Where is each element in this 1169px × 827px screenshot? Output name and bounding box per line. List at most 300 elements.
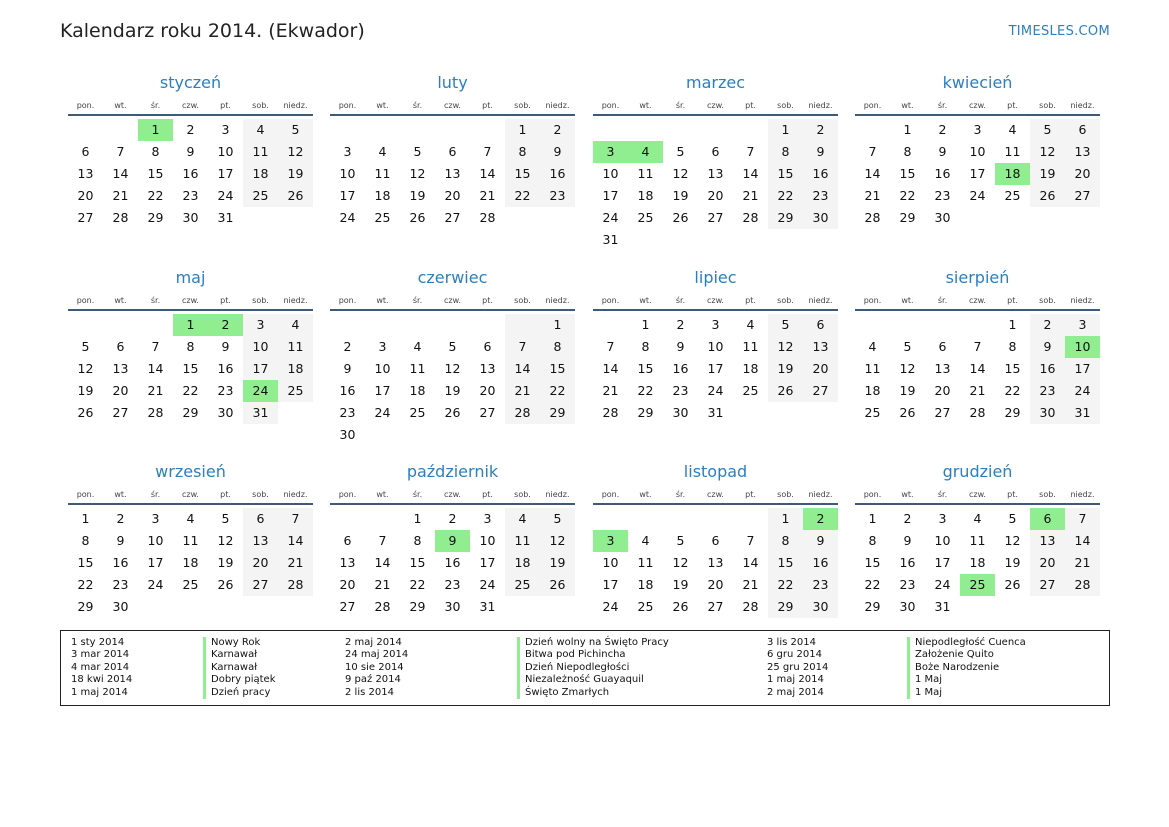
day-cell: 17	[969, 166, 986, 181]
day-cell: 25	[505, 574, 540, 596]
day-cell: 17	[217, 166, 234, 181]
day-cell: 22	[182, 383, 199, 398]
weekday-label: śr.	[675, 100, 686, 110]
holiday-day: 18	[995, 163, 1030, 185]
weekday-label: czw.	[969, 295, 986, 305]
day-cell: 17	[479, 555, 496, 570]
weekday-label: śr.	[412, 489, 423, 499]
day-cell: 31	[243, 402, 278, 424]
day-cell: 13	[339, 555, 356, 570]
day-cell: 18	[243, 163, 278, 185]
day-cell: 10	[934, 533, 951, 548]
day-cell: 4	[243, 119, 278, 141]
weekday-header	[68, 96, 313, 116]
day-cell: 8	[641, 339, 650, 354]
weekday-header	[855, 96, 1100, 116]
weekday-label: sob.	[777, 489, 794, 499]
day-cell: 10	[147, 533, 164, 548]
day-grid	[330, 314, 575, 446]
day-cell: 7	[378, 533, 387, 548]
day-cell: 29	[77, 599, 94, 614]
day-cell: 28	[742, 210, 759, 225]
weekday-label: pon.	[601, 295, 620, 305]
day-cell: 23	[182, 188, 199, 203]
day-cell: 26	[1004, 577, 1021, 592]
day-cell: 28	[864, 210, 881, 225]
weekday-label: pt.	[482, 489, 493, 499]
month-name: kwiecień	[942, 73, 1013, 92]
day-cell: 22	[409, 577, 426, 592]
day-cell: 11	[864, 361, 881, 376]
weekday-label: pon.	[338, 489, 357, 499]
day-cell: 26	[672, 599, 689, 614]
day-cell: 18	[278, 358, 313, 380]
day-cell: 26	[1030, 185, 1065, 207]
day-cell: 15	[77, 555, 94, 570]
empty-cell	[663, 229, 698, 251]
empty-cell	[138, 314, 173, 336]
weekday-label: pt.	[482, 100, 493, 110]
day-cell: 9	[903, 533, 912, 548]
day-cell: 2	[803, 119, 838, 141]
day-cell: 19	[672, 577, 689, 592]
day-cell: 5	[448, 339, 457, 354]
day-cell: 14	[969, 361, 986, 376]
weekday-label: pon.	[601, 489, 620, 499]
day-cell: 21	[864, 188, 881, 203]
holiday-day: 10	[1065, 336, 1100, 358]
day-cell: 19	[217, 555, 234, 570]
day-cell: 11	[505, 530, 540, 552]
day-cell: 25	[637, 210, 654, 225]
empty-cell	[103, 119, 138, 141]
holiday-name: Niepodległość Cuenca	[907, 637, 1026, 649]
day-cell: 18	[505, 552, 540, 574]
holiday-day: 9	[435, 530, 470, 552]
day-cell: 19	[540, 552, 575, 574]
day-cell: 25	[742, 383, 759, 398]
holiday-date: 25 gru 2014	[767, 661, 829, 673]
day-cell: 30	[803, 207, 838, 229]
weekday-header	[330, 485, 575, 505]
day-cell: 20	[243, 552, 278, 574]
day-cell: 6	[938, 339, 947, 354]
holiday-date: 3 mar 2014	[71, 649, 130, 661]
day-cell: 22	[505, 185, 540, 207]
day-cell: 18	[969, 555, 986, 570]
day-cell: 8	[868, 533, 877, 548]
day-cell: 12	[217, 533, 234, 548]
holiday-date: 1 maj 2014	[71, 686, 128, 698]
day-cell: 27	[1030, 574, 1065, 596]
weekday-label: śr.	[675, 295, 686, 305]
day-cell: 19	[409, 188, 426, 203]
day-cell: 5	[676, 144, 685, 159]
holiday-name-column	[907, 637, 1026, 699]
weekday-label: niedz.	[1070, 489, 1095, 499]
day-cell: 13	[444, 166, 461, 181]
day-cell: 27	[243, 574, 278, 596]
day-cell: 13	[1065, 141, 1100, 163]
day-cell: 4	[186, 511, 195, 526]
weekday-label: pon.	[863, 489, 882, 499]
empty-cell	[995, 596, 1030, 618]
weekday-label: sob.	[1039, 295, 1056, 305]
weekday-label: czw.	[444, 100, 461, 110]
day-cell: 28	[147, 405, 164, 420]
day-cell: 31	[479, 599, 496, 614]
holiday-date-column	[767, 637, 828, 699]
day-cell: 23	[899, 577, 916, 592]
day-cell: 27	[339, 599, 356, 614]
empty-cell	[540, 596, 575, 618]
weekday-label: sob.	[514, 100, 531, 110]
day-cell: 23	[934, 188, 951, 203]
day-cell: 20	[479, 383, 496, 398]
holiday-day: 3	[593, 141, 628, 163]
day-cell: 23	[1030, 380, 1065, 402]
day-cell: 17	[934, 555, 951, 570]
day-cell: 14	[505, 358, 540, 380]
holiday-date-column	[345, 637, 408, 699]
day-cell: 11	[409, 361, 426, 376]
weekday-label: wt.	[639, 489, 652, 499]
weekday-label: czw.	[707, 489, 724, 499]
day-cell: 6	[343, 533, 352, 548]
empty-cell	[540, 207, 575, 229]
weekday-label: śr.	[675, 489, 686, 499]
weekday-label: sob.	[252, 489, 269, 499]
day-cell: 22	[864, 577, 881, 592]
empty-cell	[330, 119, 365, 141]
day-cell: 10	[969, 144, 986, 159]
day-cell: 4	[973, 511, 982, 526]
month-block	[330, 265, 575, 446]
day-cell: 28	[602, 405, 619, 420]
day-cell: 28	[742, 599, 759, 614]
day-cell: 18	[637, 577, 654, 592]
day-cell: 13	[1030, 530, 1065, 552]
day-cell: 4	[413, 339, 422, 354]
day-cell: 9	[803, 141, 838, 163]
empty-cell	[733, 402, 768, 424]
empty-cell	[960, 314, 995, 336]
day-cell: 24	[602, 210, 619, 225]
weekday-label: pt.	[745, 489, 756, 499]
day-cell: 4	[378, 144, 387, 159]
holiday-date: 4 mar 2014	[71, 661, 130, 673]
day-cell: 26	[278, 185, 313, 207]
holiday-day: 25	[960, 574, 995, 596]
day-cell: 20	[339, 577, 356, 592]
empty-cell	[855, 119, 890, 141]
day-cell: 16	[1030, 358, 1065, 380]
day-cell: 4	[505, 508, 540, 530]
day-cell: 8	[768, 141, 803, 163]
day-cell: 10	[217, 144, 234, 159]
holiday-name: Dzień pracy	[203, 687, 276, 699]
day-cell: 2	[343, 339, 352, 354]
weekday-label: pt.	[220, 489, 231, 499]
day-cell: 2	[676, 317, 685, 332]
day-cell: 4	[1008, 122, 1017, 137]
day-cell: 17	[339, 188, 356, 203]
weekday-label: sob.	[777, 100, 794, 110]
day-cell: 3	[243, 314, 278, 336]
day-cell: 21	[147, 383, 164, 398]
empty-cell	[628, 119, 663, 141]
day-cell: 19	[672, 188, 689, 203]
empty-cell	[435, 119, 470, 141]
empty-cell	[505, 314, 540, 336]
day-cell: 25	[409, 405, 426, 420]
month-name: październik	[406, 462, 499, 481]
day-grid	[68, 314, 313, 424]
day-cell: 2	[540, 119, 575, 141]
day-cell: 23	[339, 405, 356, 420]
weekday-label: sob.	[514, 489, 531, 499]
day-cell: 23	[803, 185, 838, 207]
day-cell: 30	[1030, 402, 1065, 424]
weekday-label: sob.	[1039, 489, 1056, 499]
day-cell: 4	[746, 317, 755, 332]
day-cell: 15	[409, 555, 426, 570]
day-cell: 26	[77, 405, 94, 420]
day-cell: 24	[374, 405, 391, 420]
weekday-label: pt.	[745, 100, 756, 110]
day-cell: 22	[147, 188, 164, 203]
day-cell: 29	[409, 599, 426, 614]
day-cell: 14	[1065, 530, 1100, 552]
day-cell: 24	[1065, 380, 1100, 402]
weekday-label: niedz.	[545, 295, 570, 305]
day-cell: 27	[707, 599, 724, 614]
day-cell: 30	[672, 405, 689, 420]
day-cell: 18	[182, 555, 199, 570]
day-cell: 13	[934, 361, 951, 376]
month-block	[330, 70, 575, 229]
month-name: maj	[175, 268, 206, 287]
weekday-label: czw.	[182, 295, 199, 305]
weekday-label: pt.	[1007, 100, 1018, 110]
weekday-label: wt.	[376, 295, 389, 305]
weekday-label: czw.	[182, 100, 199, 110]
day-cell: 19	[1030, 163, 1065, 185]
empty-cell	[855, 314, 890, 336]
weekday-label: pt.	[745, 295, 756, 305]
day-cell: 8	[768, 530, 803, 552]
day-cell: 20	[1030, 552, 1065, 574]
day-cell: 7	[746, 144, 755, 159]
holiday-name: Założenie Quito	[907, 649, 1026, 661]
weekday-label: sob.	[1039, 100, 1056, 110]
day-cell: 31	[602, 232, 619, 247]
holiday-date-column	[71, 637, 132, 699]
empty-cell	[698, 508, 733, 530]
day-cell: 16	[934, 166, 951, 181]
day-cell: 6	[711, 144, 720, 159]
day-cell: 23	[444, 577, 461, 592]
holiday-date: 2 maj 2014	[767, 686, 824, 698]
day-cell: 30	[803, 596, 838, 618]
month-block	[330, 459, 575, 618]
weekday-label: wt.	[901, 295, 914, 305]
day-cell: 20	[444, 188, 461, 203]
day-cell: 5	[903, 339, 912, 354]
holiday-day: 24	[243, 380, 278, 402]
day-cell: 9	[938, 144, 947, 159]
day-cell: 21	[1065, 552, 1100, 574]
month-block	[68, 459, 313, 618]
day-cell: 16	[540, 163, 575, 185]
day-cell: 11	[1004, 144, 1021, 159]
day-cell: 3	[221, 122, 230, 137]
day-cell: 8	[186, 339, 195, 354]
holiday-name: Karnawał	[203, 649, 276, 661]
empty-cell	[68, 119, 103, 141]
weekday-label: śr.	[937, 489, 948, 499]
day-cell: 8	[1008, 339, 1017, 354]
day-cell: 21	[969, 383, 986, 398]
day-cell: 31	[1065, 402, 1100, 424]
month-name: sierpień	[945, 268, 1010, 287]
empty-cell	[768, 402, 803, 424]
weekday-label: śr.	[937, 295, 948, 305]
day-grid	[68, 508, 313, 618]
day-cell: 1	[903, 122, 912, 137]
empty-cell	[890, 314, 925, 336]
day-cell: 26	[672, 210, 689, 225]
weekday-label: śr.	[412, 295, 423, 305]
day-cell: 30	[899, 599, 916, 614]
holiday-day: 1	[138, 119, 173, 141]
day-cell: 2	[186, 122, 195, 137]
day-cell: 2	[116, 511, 125, 526]
holiday-date: 3 lis 2014	[767, 637, 816, 648]
day-cell: 25	[864, 405, 881, 420]
day-cell: 12	[77, 361, 94, 376]
day-cell: 8	[540, 336, 575, 358]
day-cell: 6	[1065, 119, 1100, 141]
day-cell: 8	[81, 533, 90, 548]
empty-cell	[698, 119, 733, 141]
day-grid	[855, 314, 1100, 424]
day-cell: 17	[147, 555, 164, 570]
day-cell: 20	[112, 383, 129, 398]
empty-cell	[628, 229, 663, 251]
day-cell: 27	[479, 405, 496, 420]
month-block	[855, 459, 1100, 618]
day-cell: 26	[444, 405, 461, 420]
day-cell: 21	[112, 188, 129, 203]
weekday-label: wt.	[639, 100, 652, 110]
month-block	[593, 459, 838, 618]
day-cell: 7	[973, 339, 982, 354]
empty-cell	[138, 596, 173, 618]
day-cell: 25	[243, 185, 278, 207]
weekday-label: wt.	[901, 489, 914, 499]
day-cell: 14	[742, 555, 759, 570]
day-cell: 10	[707, 339, 724, 354]
day-cell: 3	[378, 339, 387, 354]
day-grid	[330, 119, 575, 229]
brand-link[interactable]: TIMESLES.COM	[1008, 24, 1110, 39]
day-cell: 22	[637, 383, 654, 398]
day-cell: 20	[934, 383, 951, 398]
empty-cell	[470, 424, 505, 446]
weekday-label: pt.	[482, 295, 493, 305]
day-cell: 22	[540, 380, 575, 402]
weekday-label: śr.	[412, 100, 423, 110]
day-cell: 19	[768, 358, 803, 380]
day-cell: 15	[768, 163, 803, 185]
weekday-label: niedz.	[283, 489, 308, 499]
day-cell: 5	[768, 314, 803, 336]
empty-cell	[628, 508, 663, 530]
day-cell: 9	[116, 533, 125, 548]
empty-cell	[243, 207, 278, 229]
holiday-date: 1 maj 2014	[767, 674, 824, 686]
weekday-label: pon.	[338, 100, 357, 110]
holiday-name: Bitwa pod Pichincha	[517, 649, 669, 661]
day-cell: 6	[803, 314, 838, 336]
day-cell: 9	[803, 530, 838, 552]
day-cell: 16	[803, 163, 838, 185]
day-cell: 28	[1065, 574, 1100, 596]
day-cell: 16	[899, 555, 916, 570]
month-name: luty	[437, 73, 468, 92]
day-cell: 1	[768, 508, 803, 530]
day-cell: 12	[899, 361, 916, 376]
empty-cell	[435, 314, 470, 336]
weekday-label: czw.	[707, 100, 724, 110]
day-cell: 4	[641, 533, 650, 548]
day-cell: 26	[899, 405, 916, 420]
weekday-label: pon.	[76, 489, 95, 499]
holiday-name: Karnawał	[203, 662, 276, 674]
day-grid	[855, 508, 1100, 618]
day-cell: 11	[182, 533, 199, 548]
holiday-name-column	[517, 637, 669, 699]
weekday-header	[855, 485, 1100, 505]
weekday-label: śr.	[150, 100, 161, 110]
day-cell: 23	[803, 574, 838, 596]
weekday-label: pt.	[1007, 295, 1018, 305]
day-cell: 29	[768, 596, 803, 618]
day-cell: 27	[707, 210, 724, 225]
weekday-label: czw.	[969, 489, 986, 499]
weekday-header	[330, 96, 575, 116]
empty-cell	[365, 119, 400, 141]
day-cell: 3	[973, 122, 982, 137]
day-cell: 12	[444, 361, 461, 376]
day-cell: 18	[637, 188, 654, 203]
day-cell: 31	[707, 405, 724, 420]
day-cell: 21	[742, 188, 759, 203]
day-cell: 13	[803, 336, 838, 358]
day-cell: 25	[182, 577, 199, 592]
day-cell: 16	[112, 555, 129, 570]
day-cell: 27	[112, 405, 129, 420]
month-name: lipiec	[694, 268, 737, 287]
day-cell: 17	[1065, 358, 1100, 380]
day-cell: 27	[444, 210, 461, 225]
empty-cell	[733, 508, 768, 530]
weekday-label: sob.	[777, 295, 794, 305]
day-cell: 13	[707, 166, 724, 181]
day-cell: 22	[768, 574, 803, 596]
day-cell: 14	[864, 166, 881, 181]
